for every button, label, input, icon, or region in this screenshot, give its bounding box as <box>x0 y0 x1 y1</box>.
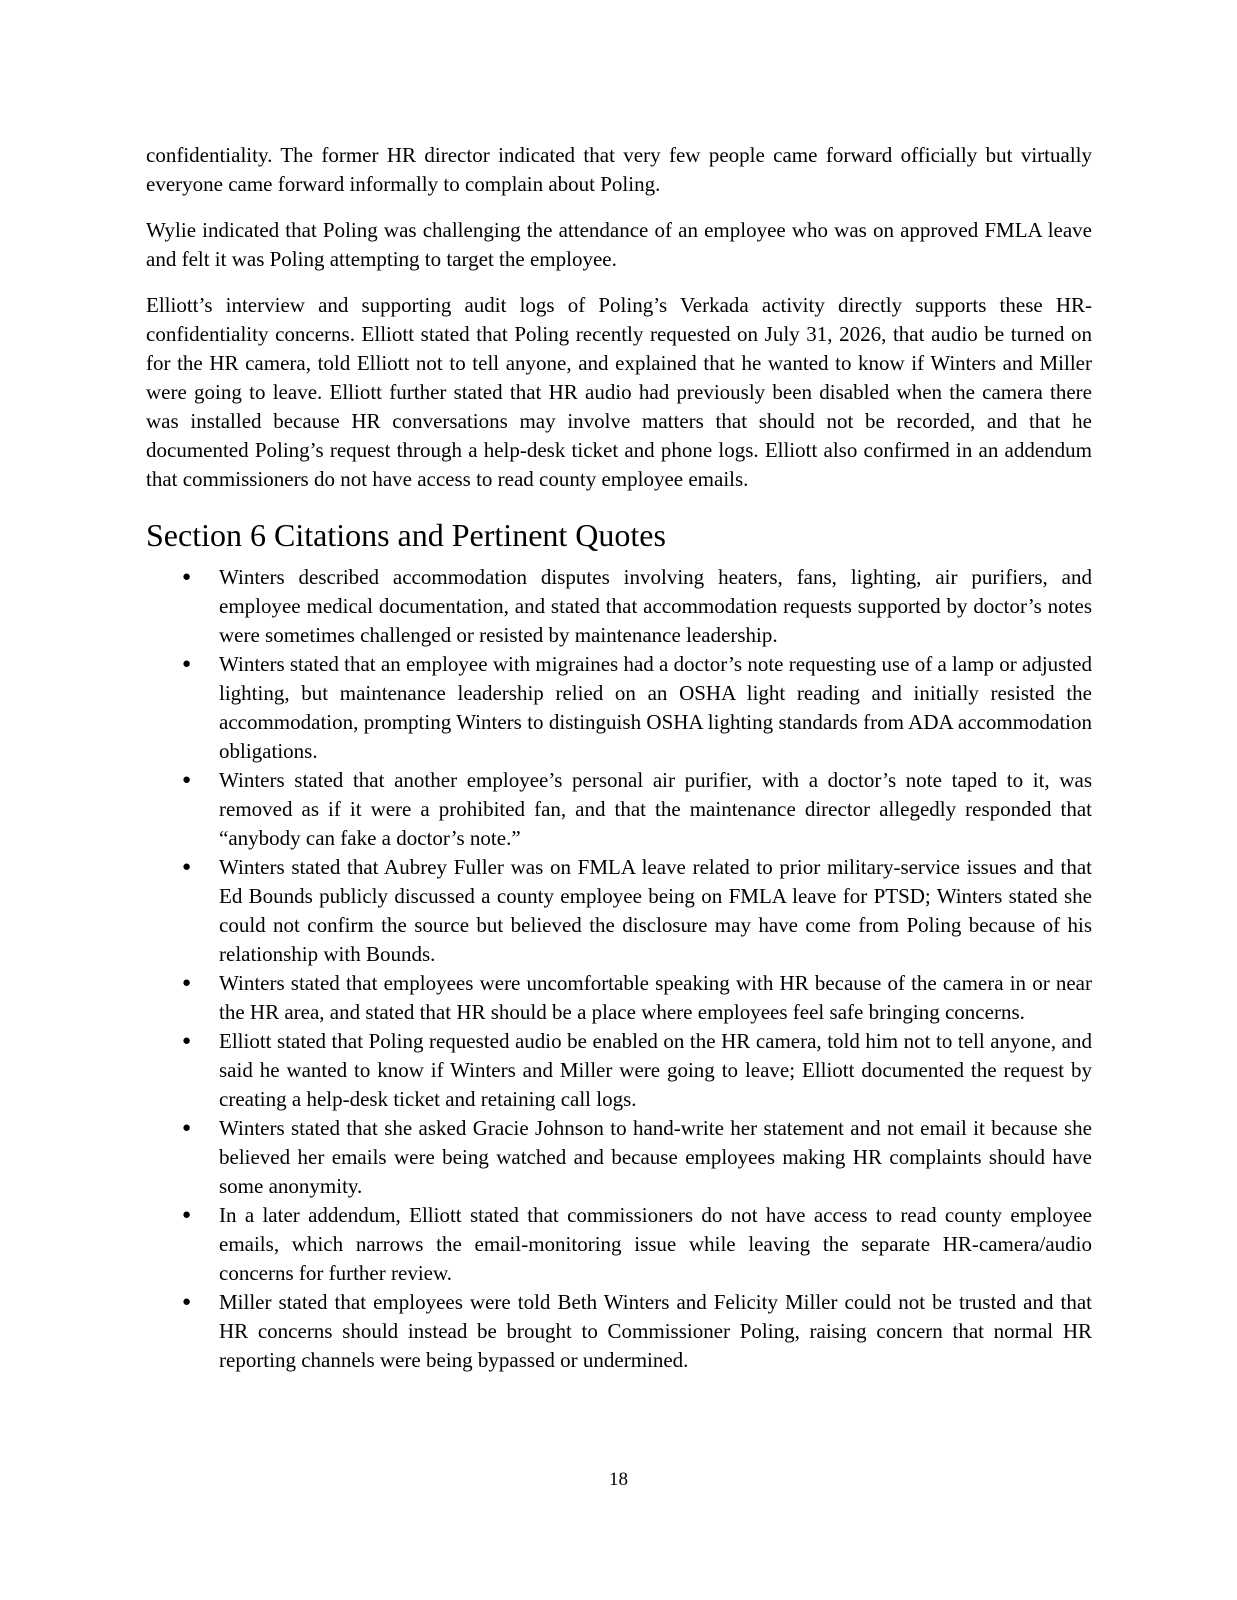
bullet-icon: ● <box>182 1033 192 1049</box>
bullet-icon: ● <box>182 1294 192 1310</box>
paragraph-confidentiality: confidentiality. The former HR director indicated that very few people came forward officially but virtually everyone came forward informally to complain about Poling. <box>146 143 1092 196</box>
section-heading: Section 6 Citations and Pertinent Quotes <box>146 517 666 553</box>
list-item <box>146 853 1092 969</box>
paragraph-elliott: Elliott’s interview and supporting audit logs of Poling’s Verkada activity directly supports these HR-confidentiality concerns. Elliott stated that Poling recently requested on July 31, 2026, that audio be turned on for the HR camera, told Elliott not to tell anyone, and explained that he wanted to know if Winters and Miller were going to leave. Elliott further stated that HR audio had previously been disabled when the camera there was installed because HR conversations may involve matters that should not be recorded, and that he documented Poling’s request through a help-desk ticket and phone logs. Elliott also confirmed in an addendum that commissioners do not have access to read county employee emails. <box>146 293 1092 491</box>
list-item-text: Winters described accommodation disputes involving heaters, fans, lighting, air purifiers, and employee medical documentation, and stated that accommodation requests supported by doctor’s notes were sometimes challenged or resisted by maintenance leadership. <box>219 565 1092 647</box>
list-item <box>146 969 1092 1027</box>
list-item <box>146 563 1092 650</box>
bullet-icon: ● <box>182 569 192 585</box>
list-item <box>146 1027 1092 1114</box>
paragraph-wylie: Wylie indicated that Poling was challenging the attendance of an employee who was on approved FMLA leave and felt it was Poling attempting to target the employee. <box>146 218 1092 271</box>
list-item <box>146 766 1092 853</box>
list-item <box>146 1114 1092 1201</box>
bullet-icon: ● <box>182 975 192 991</box>
list-item-text: Winters stated that an employee with migraines had a doctor’s note requesting use of a lamp or adjusted lighting, but maintenance leadership relied on an OSHA light reading and initially resisted the accommodation, prompting Winters to distinguish OSHA lighting standards from ADA accommodation obligations. <box>219 652 1092 763</box>
list-item-text: Winters stated that Aubrey Fuller was on FMLA leave related to prior military-service issues and that Ed Bounds publicly discussed a county employee being on FMLA leave for PTSD; Winters stated she could not confirm the source but believed the disclosure may have come from Poling because of his relationship with Bounds. <box>219 855 1092 966</box>
page-number: 18 <box>609 1469 628 1490</box>
bullet-icon: ● <box>182 656 192 672</box>
list-item <box>146 1201 1092 1288</box>
list-item-text: Miller stated that employees were told Beth Winters and Felicity Miller could not be trusted and that HR concerns should instead be brought to Commissioner Poling, raising concern that normal HR reporting channels were being bypassed or undermined. <box>219 1290 1092 1372</box>
list-item-text: Winters stated that employees were uncomfortable speaking with HR because of the camera in or near the HR area, and stated that HR should be a place where employees feel safe bringing concerns. <box>219 971 1092 1024</box>
page-content <box>146 141 1092 1375</box>
list-item-text: Elliott stated that Poling requested audio be enabled on the HR camera, told him not to tell anyone, and said he wanted to know if Winters and Miller were going to leave; Elliott documented the request by creating a help-desk ticket and retaining call logs. <box>219 1029 1092 1111</box>
list-item-text: Winters stated that another employee’s personal air purifier, with a doctor’s note taped to it, was removed as if it were a prohibited fan, and that the maintenance director allegedly responded that “anybody can fake a doctor’s note.” <box>219 768 1092 850</box>
list-item <box>146 1288 1092 1375</box>
bullet-icon: ● <box>182 859 192 875</box>
list-item-text: Winters stated that she asked Gracie Johnson to hand-write her statement and not email it because she believed her emails were being watched and because employees making HR complaints should have some anonymity. <box>219 1116 1092 1198</box>
bullet-icon: ● <box>182 772 192 788</box>
bullet-icon: ● <box>182 1120 192 1136</box>
citations-list <box>146 563 1092 1375</box>
bullet-icon: ● <box>182 1207 192 1223</box>
list-item-text: In a later addendum, Elliott stated that commissioners do not have access to read county employee emails, which narrows the email-monitoring issue while leaving the separate HR-camera/audio concerns for further review. <box>219 1203 1092 1285</box>
list-item <box>146 650 1092 766</box>
